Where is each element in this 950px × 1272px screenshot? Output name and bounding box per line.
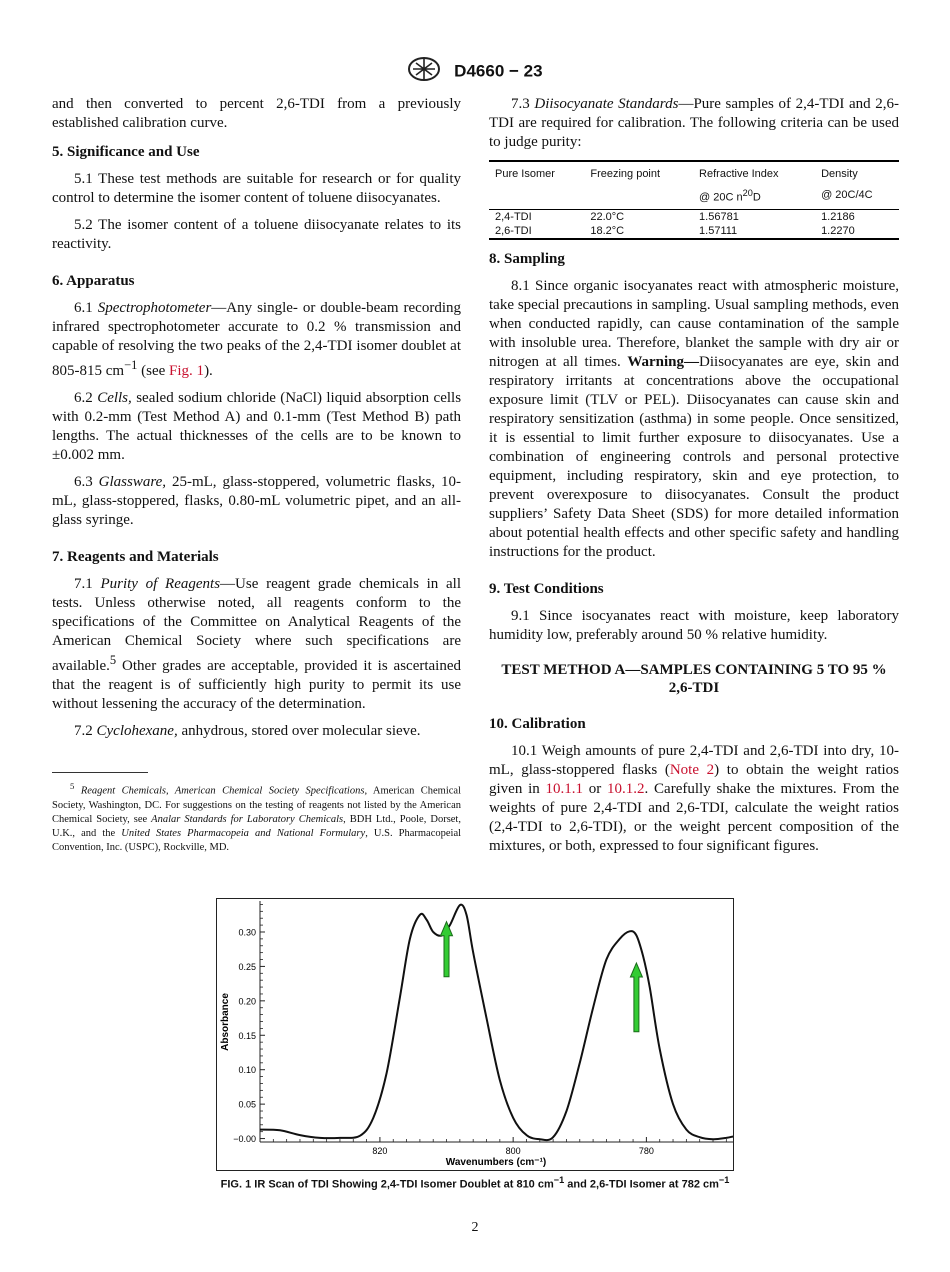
y-tick-label: 0.30 <box>238 927 256 938</box>
section-10-1-1-link[interactable]: 10.1.1 <box>545 780 584 797</box>
note-2-link[interactable]: Note 2 <box>669 761 715 778</box>
para-6-3: 6.3 Glassware, 25-mL, glass-stoppered, volumetric flasks, 10-mL, glass-stoppered, flasks, 0.80-mL volumetric pipet, and an all-glass syringe. <box>52 474 462 528</box>
standard-designation: D4660 − 23 <box>454 61 543 81</box>
fig-1-link[interactable]: Fig. 1 <box>169 363 205 379</box>
para-7-2: 7.2 Cyclohexane, anhydrous, stored over molecular sieve. <box>74 723 421 739</box>
astm-logo-icon <box>407 56 441 87</box>
footnote-ref-5: 5 <box>109 653 117 667</box>
para-10-1: 10.1 Weigh amounts of pure 2,4-TDI and 2,6-TDI into dry, 10-mL, glass-stoppered flasks (Note 2) to obtain the weight ratios given in 10.1.1 or 10.1.2. Carefully shake the mixtures. From the weights of pure 2,4-TDI and 2,6-TDI, calculate the weight ratios (2,4-TDI to 2,6-TDI), or the weight percent composition of the mixtures, or both, expressed to four significant figures. <box>489 742 900 854</box>
figure-caption: FIG. 1 IR Scan of TDI Showing 2,4-TDI Isomer Doublet at 810 $cm^{-1}$ and 2,6-TDI Isomer at 782 $cm^{-1}$ <box>220 1175 730 1191</box>
para-6-1: 6.1 Spectrophotometer—Any single- or double-beam recording infrared spectrophotometer accurate to 0.2 % transmission and capable of resolving the two peaks of the 2,4-TDI isomer doublet at 805-815 $cm^{-1}$ (see Fig. 1). <box>52 300 462 379</box>
para-7-1: 7.1 Purity of Reagents—Use reagent grade chemicals in all tests. Unless otherwise noted, all reagents conform to the specifications of the Committee on Analytical Reagents of the American Chemical Society where such specifications are available.$^5$ Other grades are acceptable, provided it is ascertained that the reagent is of sufficiently high purity to permit its use without lessening the accuracy of the determination. <box>52 576 462 712</box>
x-axis-label: Wavenumbers (cm⁻¹) <box>445 1157 547 1168</box>
y-tick-label: −0.00 <box>233 1134 256 1145</box>
ir-scan-chart <box>216 898 734 1171</box>
y-tick-label: 0.10 <box>238 1065 256 1076</box>
y-tick-label: 0.15 <box>238 1030 256 1041</box>
y-tick-label: 0.20 <box>238 996 256 1007</box>
table-header: Pure Isomer <box>489 161 584 184</box>
table-header: Refractive Index <box>693 161 815 184</box>
section-7-title: 7. Reagents and Materials <box>52 549 219 565</box>
left-column <box>52 95 461 749</box>
para-8-1: 8.1 Since organic isocyanates react with atmospheric moisture, take special precautions in sampling. Usual sampling methods, even when conducted rapidly, can cause contamination of the sample with insoluble urea. Therefore, blanket the sample with dry air or nitrogen at all times. Warning—Diisocyanates are eye, skin and respiratory irritants at concentrations above the occupational exposure limit (TLV or PEL). Diisocyanates can cause skin and respiratory sensitization (asthma) in some people. Once sensitized, it is essential to limit further exposure to diisocyanates. Use a combination of engineering controls and personal protective equipment, including respiratory, skin and eye protection, to prevent overexposure to diisocyanates. Consult the product suppliers’ Safety Data Sheet (SDS) for more detailed information about potential health effects and other specific safety and handling instructions for the product. <box>489 277 899 560</box>
footnote-rule <box>52 772 148 773</box>
y-axis-label: Absorbance <box>220 993 231 1051</box>
page-header <box>0 56 950 87</box>
table-subheader: @ 20C/4C <box>815 184 899 209</box>
para-6-2: 6.2 Cells, sealed sodium chloride (NaCl) liquid absorption cells with 0.2-mm (Test Method A) and 0.1-mm (Test Method B) path lengths. The actual thicknesses of the cells are to be known to ±0.002 mm. <box>52 390 462 463</box>
section-10-title: 10. Calibration <box>489 715 586 732</box>
chart-frame <box>217 899 734 1171</box>
para-5-1: 5.1 These test methods are suitable for research or for quality control to determine the isomer content of toluene diisocyanates. <box>52 171 461 206</box>
section-5-title: 5. Significance and Use <box>52 144 200 160</box>
purity-criteria-table <box>489 160 899 240</box>
page-number: 2 <box>471 1220 479 1235</box>
x-tick-label: 820 <box>372 1146 388 1156</box>
para-9-1: 9.1 Since isocyanates react with moisture, keep laboratory humidity low, preferably around 50 % relative humidity. <box>489 607 899 643</box>
x-tick-label: 800 <box>505 1146 521 1156</box>
warning-label: Warning— <box>627 353 700 370</box>
right-column <box>489 95 899 864</box>
y-tick-label: 0.05 <box>238 1099 256 1110</box>
para-5-2: 5.2 The isomer content of a toluene diisocyanate relates to its reactivity. <box>52 217 461 252</box>
table-row: 2,4-TDI 22.0°C 1.56781 1.2186 <box>495 210 855 223</box>
footnote-5: $^5$ Reagent Chemicals, American Chemical Society Specifications, American Chemical Society, Washington, DC. For suggestions on the testing of reagents not listed by the American Chemical Society, see Analar Standards for Laboratory Chemicals, BDH Ltd., Poole, Dorset, U.K., and the United States Pharmacopeia and National Formulary, U.S. Pharmacopeial Convention, Inc. (USPC), Rockville, MD. <box>52 781 462 853</box>
section-6-title: 6. Apparatus <box>52 273 135 289</box>
intro-paragraph: and then converted to percent 2,6-TDI from a previously established calibration curve. <box>52 96 461 131</box>
test-method-a-title: TEST METHOD A—SAMPLES CONTAINING 5 TO 95 % 2,6-TDI <box>501 661 887 696</box>
section-10-1-2-link[interactable]: 10.1.2 <box>607 780 645 797</box>
para-7-3: 7.3 Diisocyanate Standards—Pure samples of 2,4-TDI and 2,6-TDI are required for calibration. The following criteria can be used to judge purity: <box>489 96 899 150</box>
x-tick-label: 780 <box>638 1146 654 1156</box>
footnote <box>52 772 461 855</box>
table-row: 2,6-TDI 18.2°C 1.57111 1.2270 <box>489 224 899 239</box>
section-9-title: 9. Test Conditions <box>489 580 604 597</box>
table-header: Freezing point <box>584 161 693 184</box>
table-header: Density <box>815 161 899 184</box>
y-tick-label: 0.25 <box>238 961 256 972</box>
table-subheader: @ 20C $n^{20}D$ <box>693 184 815 209</box>
section-8-title: 8. Sampling <box>489 250 565 267</box>
